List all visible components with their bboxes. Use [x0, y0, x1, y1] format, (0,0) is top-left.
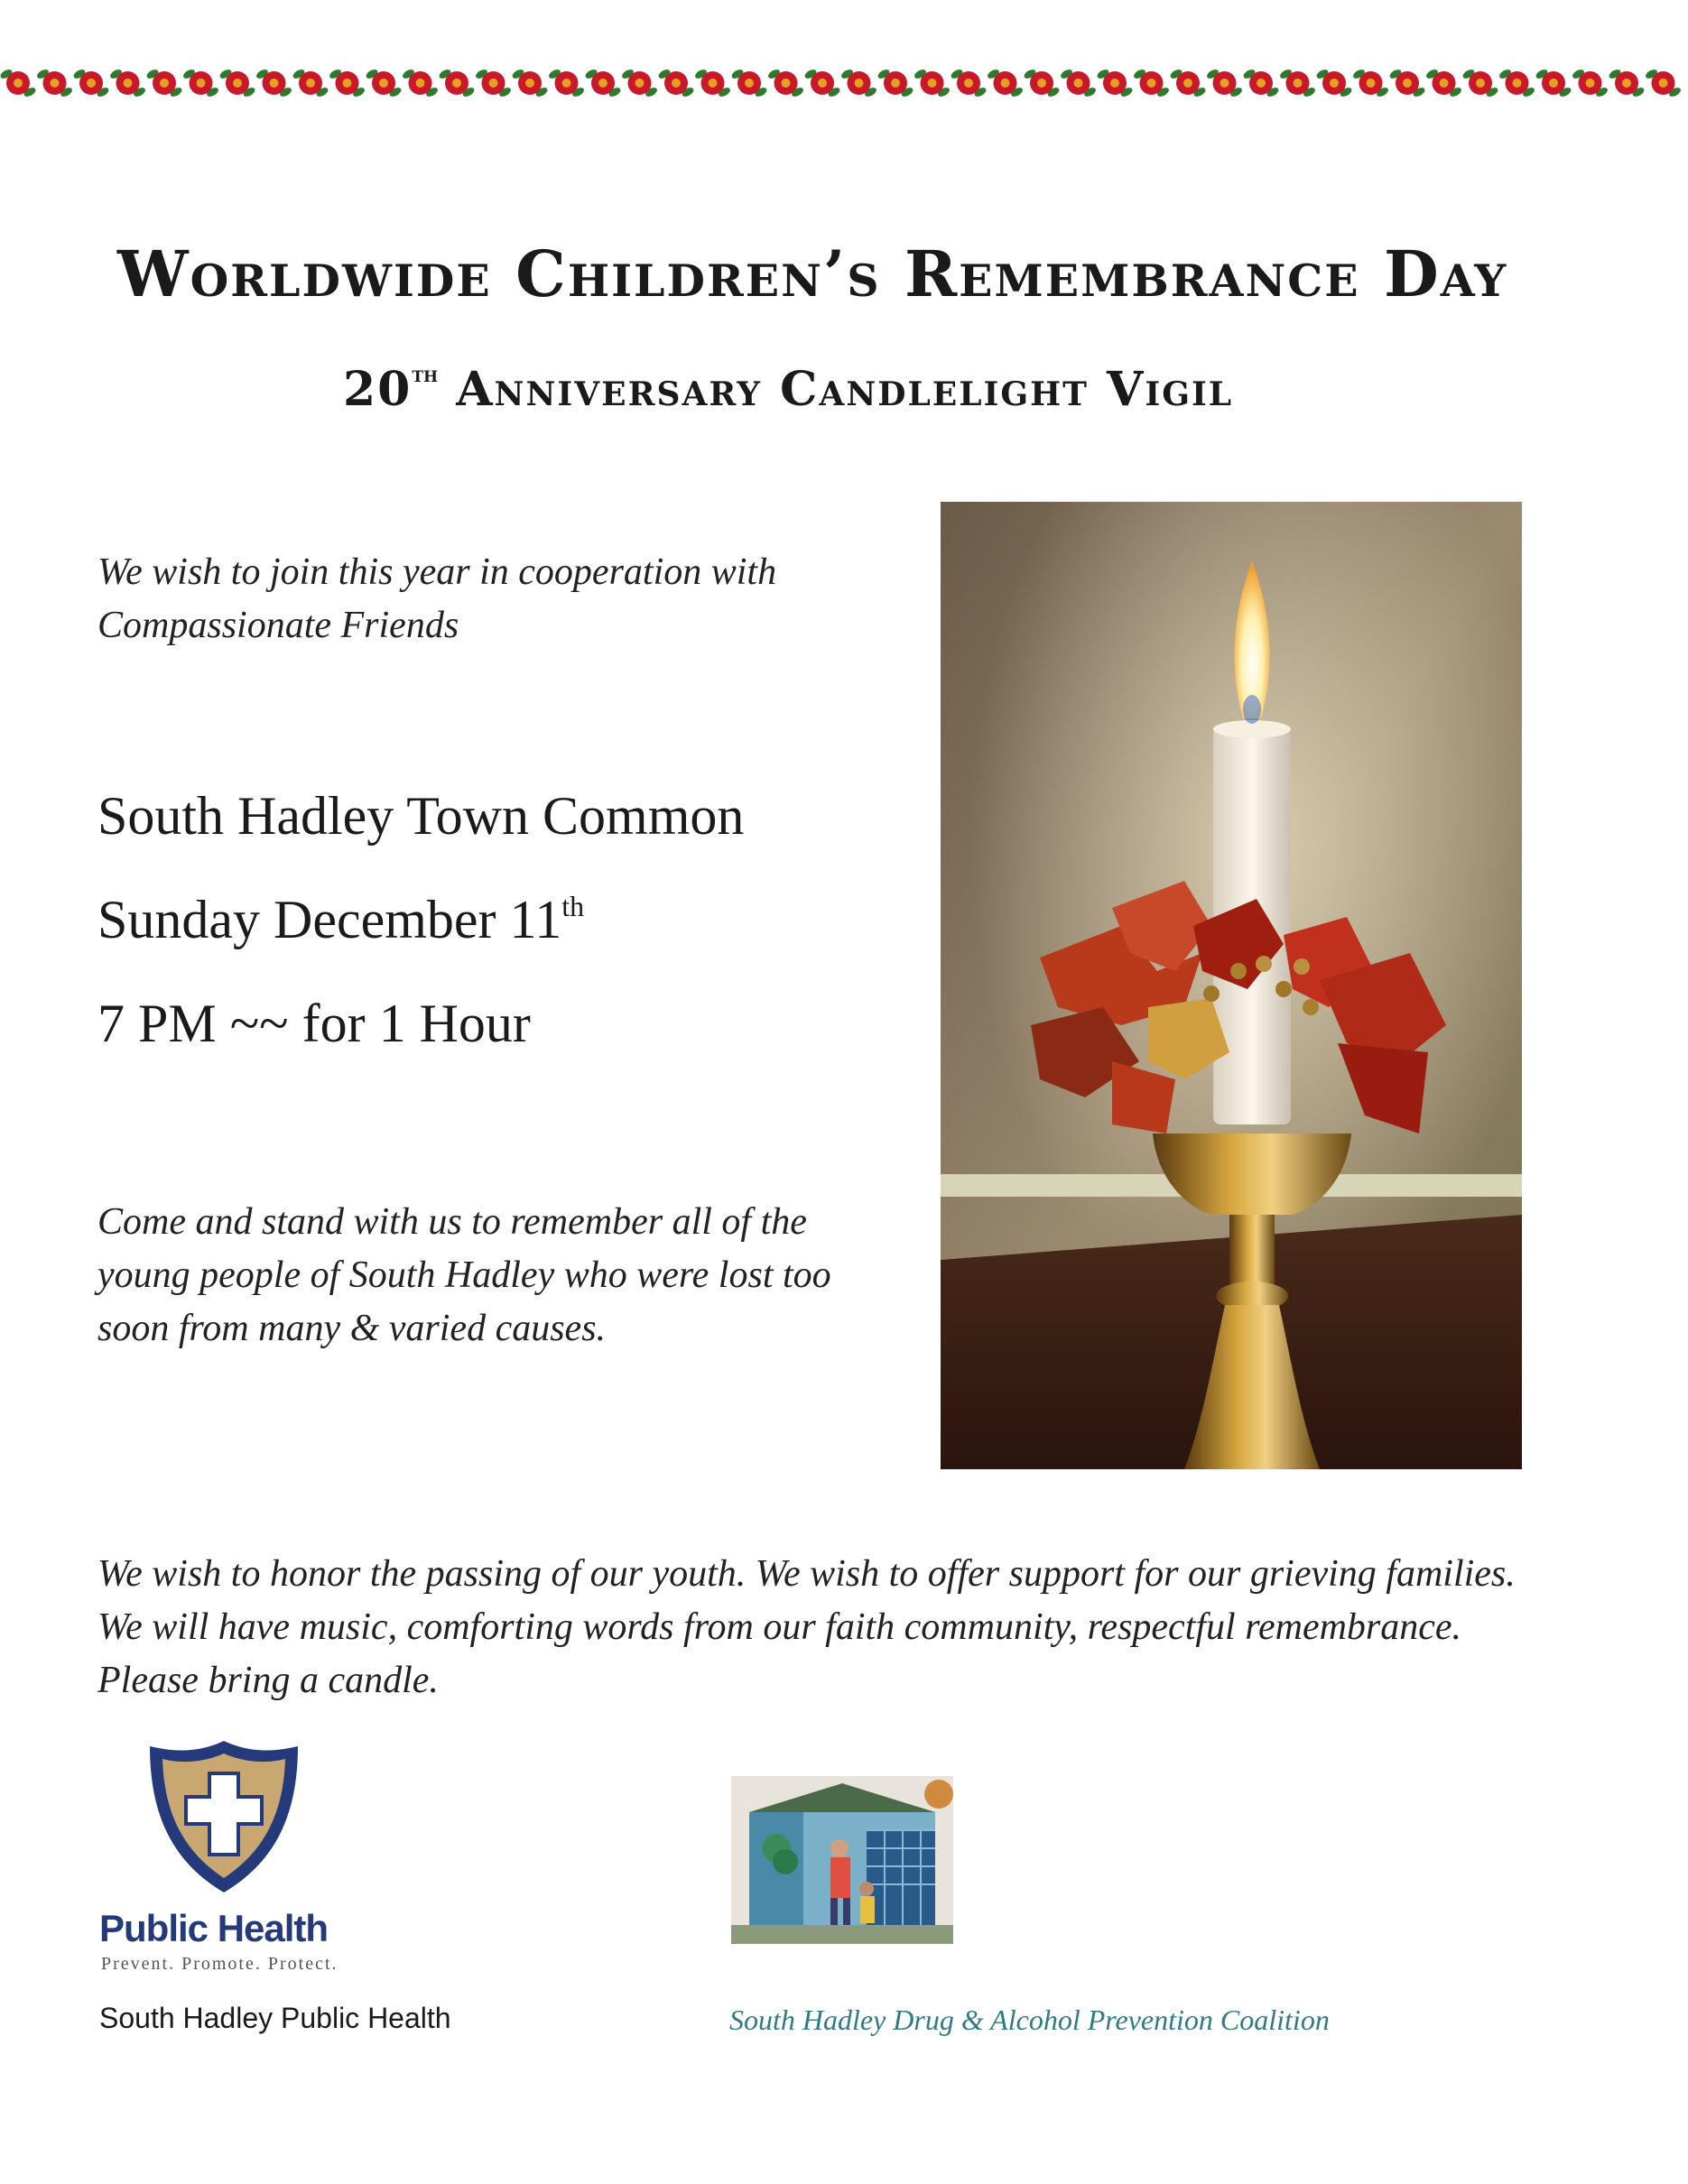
honor-line: We will have music, comforting words from our faith community, respectful remembrance.: [97, 1606, 1462, 1648]
sub-title: [343, 361, 1426, 417]
candle-photo: [941, 502, 1522, 1469]
public-health-name: Public Health: [99, 1907, 329, 1949]
flower-icon: [657, 68, 695, 98]
coalition-mural-image: [731, 1776, 953, 1944]
flower-icon: [584, 68, 622, 98]
public-health-tagline: Prevent. Promote. Protect.: [101, 1954, 339, 1974]
cooperation-text: [97, 546, 874, 652]
flower-icon: [1351, 68, 1389, 98]
flower-icon: [108, 68, 146, 98]
flower-icon: [474, 68, 512, 98]
flower-icon: [839, 68, 877, 98]
flower-icon: [1059, 68, 1097, 98]
flower-icon: [950, 68, 988, 98]
event-location: South Hadley Town Common: [97, 786, 745, 846]
flower-icon: [1205, 68, 1243, 98]
flower-icon: [35, 68, 73, 98]
flower-icon: [913, 68, 951, 98]
flower-icon: [803, 68, 841, 98]
flower-icon: [1388, 68, 1426, 98]
flower-icon: [620, 68, 658, 98]
flower-icon: [255, 68, 292, 98]
flower-icon: [986, 68, 1024, 98]
flower-icon: [1315, 68, 1353, 98]
invite-text: [97, 1196, 910, 1356]
flower-icon: [1461, 68, 1499, 98]
event-date-suffix: th: [561, 890, 585, 922]
flower-icon: [1498, 68, 1535, 98]
sub-title-rest: Anniversary Candlelight Vigil: [438, 362, 1234, 417]
flower-icon: [0, 68, 37, 98]
invite-line: young people of South Hadley who were lost too: [97, 1254, 831, 1296]
invite-line: Come and stand with us to remember all of the: [97, 1201, 807, 1243]
sub-title-number: 20: [343, 362, 413, 417]
flower-icon: [730, 68, 768, 98]
flower-icon: [1132, 68, 1170, 98]
flower-icon: [1424, 68, 1462, 98]
flower-icon: [365, 68, 403, 98]
event-time: 7 PM ~~ for 1 Hour: [97, 994, 531, 1053]
event-date: [97, 889, 584, 951]
flower-icon: [401, 68, 439, 98]
flower-icon: [72, 68, 110, 98]
flower-icon: [1023, 68, 1061, 98]
flower-border: [0, 60, 1688, 106]
flower-icon: [438, 68, 476, 98]
flower-icon: [328, 68, 366, 98]
invite-line: soon from many & varied causes.: [97, 1308, 607, 1349]
shield-cross-icon: [146, 1737, 301, 1895]
flower-icon: [766, 68, 804, 98]
cooperation-line: We wish to join this year in cooperation with: [97, 551, 777, 593]
flower-icon: [1644, 68, 1682, 98]
flower-icon: [1169, 68, 1207, 98]
flower-icon: [1535, 68, 1572, 98]
flower-icon: [547, 68, 585, 98]
flower-icon: [693, 68, 731, 98]
honor-text: [97, 1548, 1614, 1707]
honor-line: We wish to honor the passing of our youth. We wish to offer support for our grieving families.: [97, 1553, 1516, 1595]
public-health-logo: [97, 1737, 368, 1981]
flower-icon: [511, 68, 549, 98]
flower-icon: [1278, 68, 1316, 98]
flower-icon: [1571, 68, 1609, 98]
honor-line: Please bring a candle.: [97, 1660, 439, 1701]
sub-title-suffix: th: [412, 361, 439, 387]
event-date-text: Sunday December 11: [97, 890, 562, 949]
flower-icon: [145, 68, 183, 98]
cooperation-line: Compassionate Friends: [97, 605, 459, 646]
flower-icon: [181, 68, 219, 98]
public-health-caption: South Hadley Public Health: [99, 2002, 451, 2034]
flower-icon: [876, 68, 914, 98]
coalition-caption: South Hadley Drug & Alcohol Prevention Coalition: [729, 2004, 1330, 2036]
main-title: Worldwide Children’s Remembrance Day: [117, 236, 1508, 311]
flower-icon: [1096, 68, 1134, 98]
flower-icon: [1608, 68, 1646, 98]
flower-icon: [292, 68, 329, 98]
flower-icon: [218, 68, 256, 98]
flower-icon: [1242, 68, 1280, 98]
